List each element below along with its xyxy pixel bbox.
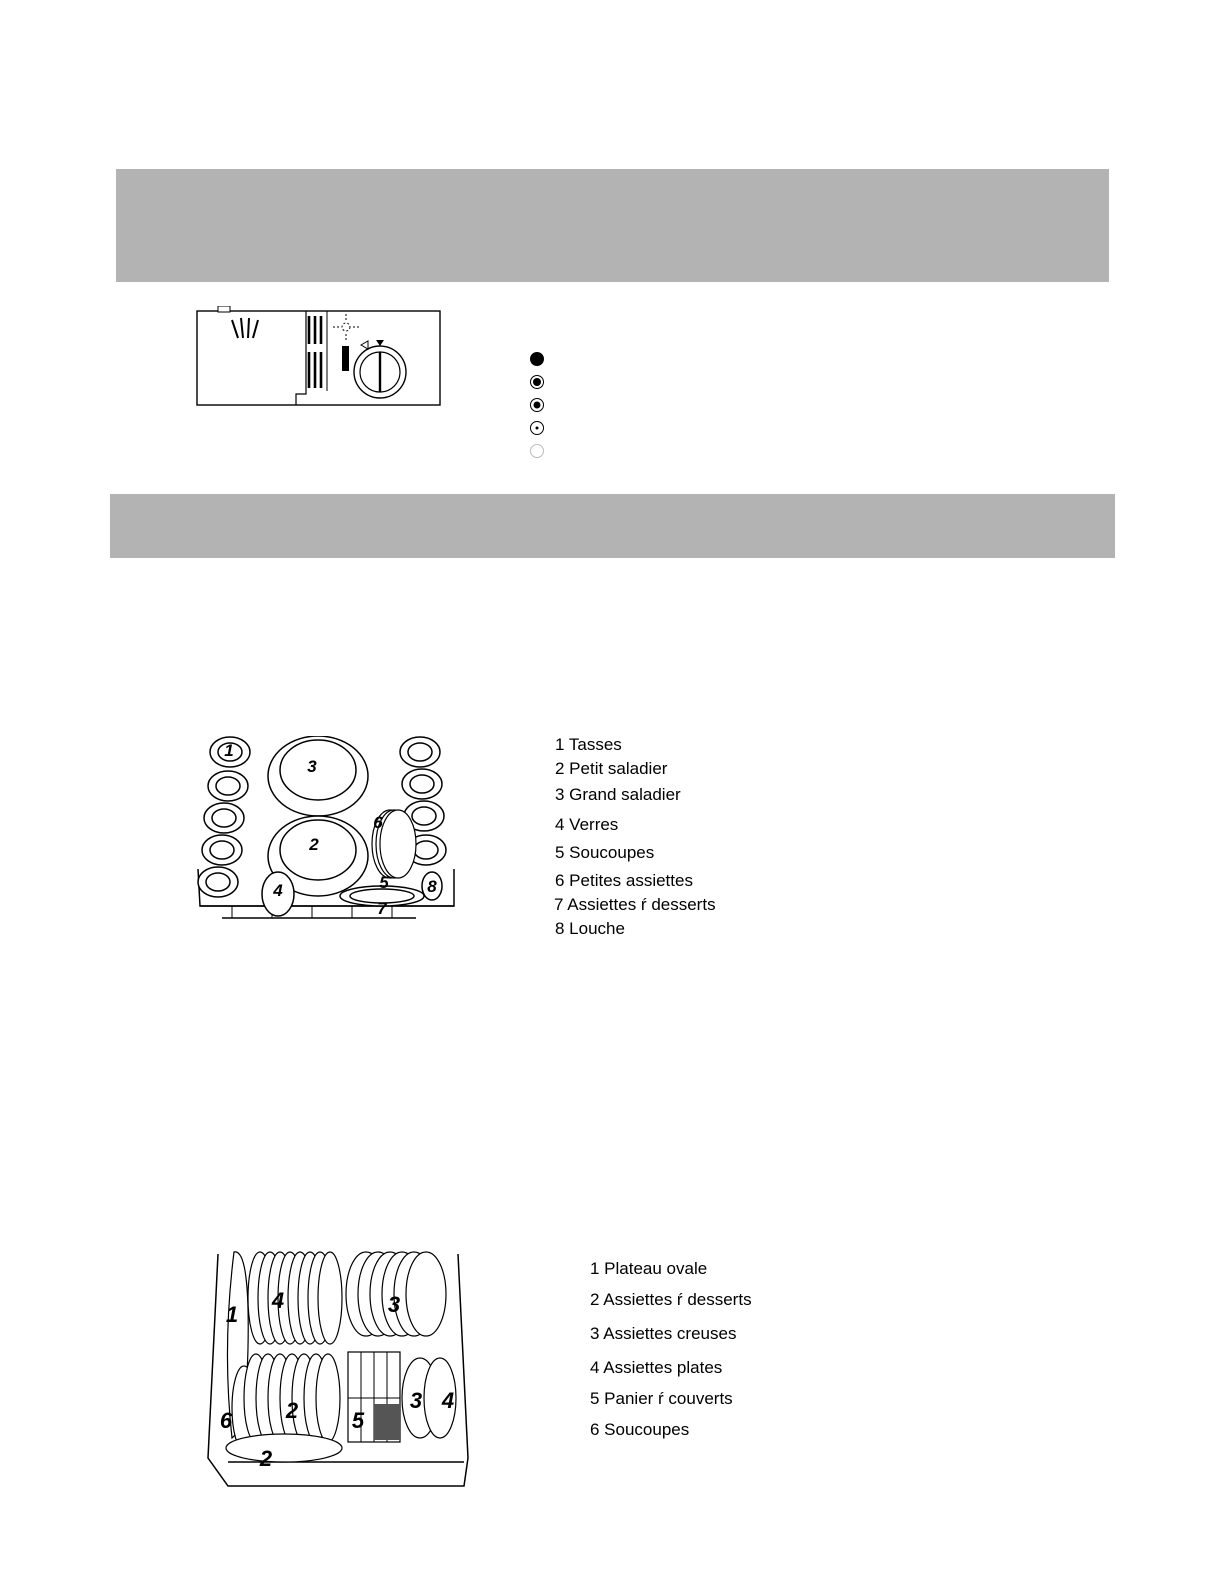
- rinse-aid-level-indicator: [530, 352, 544, 467]
- callout-6: 6: [219, 1408, 233, 1433]
- lower-basket-illustration: [206, 1248, 476, 1490]
- legend-item: 2 Petit saladier: [555, 759, 668, 778]
- callout-1: 1: [224, 741, 234, 760]
- legend-item: 3 Grand saladier: [555, 785, 681, 804]
- callout-6: 6: [373, 813, 383, 832]
- section-header-band: [116, 169, 1109, 282]
- legend-item: 5 Soucoupes: [555, 843, 655, 862]
- callout-5: 5: [379, 873, 389, 892]
- callout-2: 2: [309, 835, 319, 854]
- legend-item: 1 Tasses: [555, 735, 622, 754]
- legend-item: 2 Assiettes ŕ desserts: [590, 1290, 752, 1309]
- callout-4: 4: [271, 1288, 285, 1313]
- legend-item: 5 Panier ŕ couverts: [590, 1389, 733, 1408]
- dispenser-illustration: [196, 306, 442, 406]
- section-header-band-2: [110, 494, 1115, 558]
- level-full-dot: [530, 352, 544, 366]
- legend-item: 1 Plateau ovale: [590, 1259, 708, 1278]
- legend-item: 7 Assiettes ŕ desserts: [554, 895, 716, 914]
- callout-3: 3: [307, 757, 317, 776]
- upper-basket-illustration: [192, 736, 462, 936]
- callout-3: 3: [409, 1388, 423, 1413]
- legend-item: 8 Louche: [555, 919, 625, 938]
- level-medium-dot: [530, 398, 544, 412]
- callout-1: 1: [225, 1302, 239, 1327]
- callout-4: 4: [441, 1388, 455, 1413]
- callout-7: 7: [377, 899, 387, 918]
- callout-2: 2: [259, 1446, 273, 1471]
- callout-8: 8: [427, 877, 437, 896]
- legend-item: 3 Assiettes creuses: [590, 1324, 737, 1343]
- legend-item: 6 Soucoupes: [590, 1420, 690, 1439]
- callout-2: 2: [285, 1398, 299, 1423]
- level-low-dot: [530, 421, 544, 435]
- callout-3: 3: [387, 1292, 401, 1317]
- level-high-dot: [530, 375, 544, 389]
- callout-5: 5: [351, 1408, 365, 1433]
- level-empty-dot: [530, 444, 544, 458]
- legend-item: 4 Assiettes plates: [590, 1358, 723, 1377]
- legend-item: 6 Petites assiettes: [555, 871, 693, 890]
- legend-item: 4 Verres: [555, 815, 619, 834]
- callout-4: 4: [273, 881, 283, 900]
